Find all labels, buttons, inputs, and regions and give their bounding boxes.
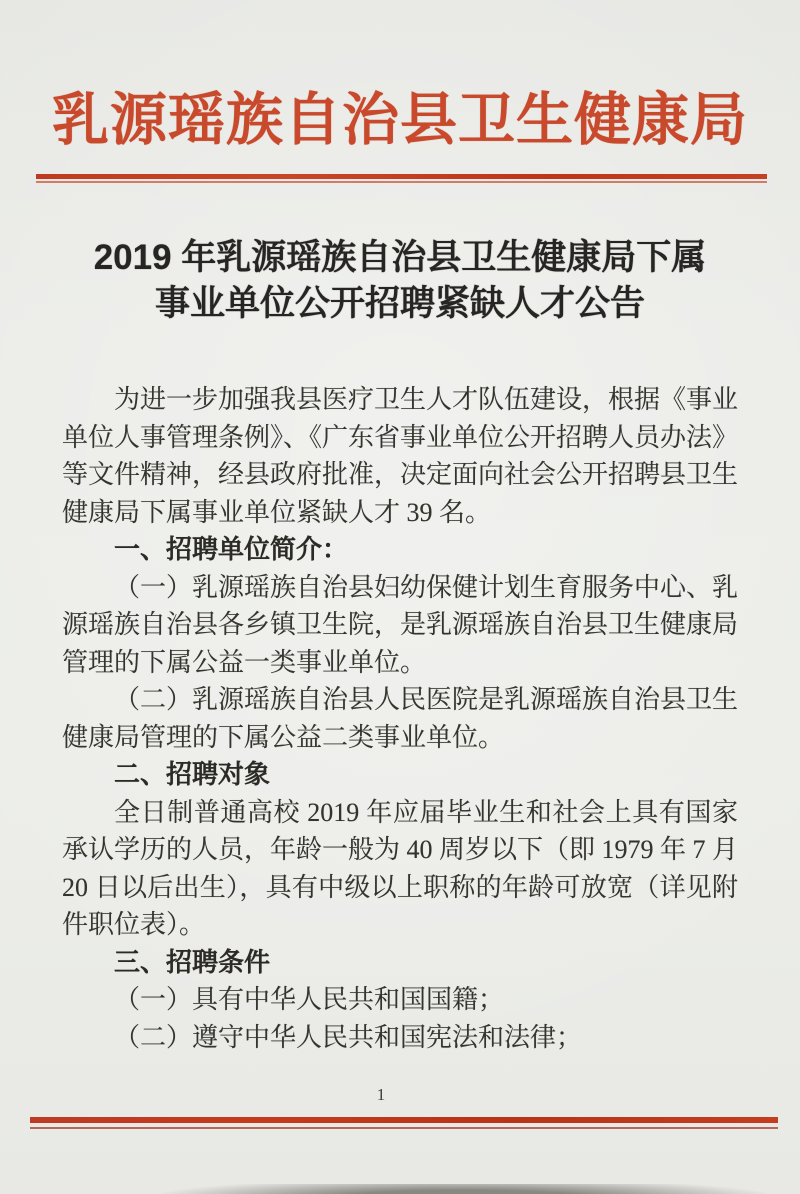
intro-paragraph: 为进一步加强我县医疗卫生人才队伍建设，根据《事业单位人事管理条例》、《广东省事业单位公开招聘人员办法》等文件精神，经县政府批准，决定面向社会公开招聘县卫生健康局下属事业单位紧缺人才 39 名。 bbox=[62, 385, 739, 527]
section-heading-1: 一、招聘单位简介： bbox=[114, 534, 349, 564]
next-page-rule-thin bbox=[30, 1127, 778, 1129]
letterhead-rule-thin bbox=[36, 181, 767, 183]
announcement-title-line2: 事业单位公开招聘紧缺人才公告 bbox=[154, 284, 645, 323]
letterhead-divider bbox=[36, 174, 767, 183]
section1-item2-paragraph: （二）乳源瑶族自治县人民医院是乳源瑶族自治县卫生健康局管理的下属公益二类事业单位。 bbox=[62, 685, 739, 752]
section3-item1-paragraph: （一）具有中华人民共和国国籍； bbox=[114, 985, 505, 1014]
next-page-rule-thick bbox=[30, 1117, 778, 1123]
announcement-title bbox=[0, 235, 800, 327]
section2-paragraph: 全日制普通高校 2019 年应届毕业生和社会上具有国家承认学历的人员，年龄一般为 40 周岁以下（即 1979 年 7 月 20 日以后出生），具有中级以上职称的年龄可放宽（详见附件职位表）。 bbox=[62, 797, 739, 939]
announcement-title-line1: 2019 年乳源瑶族自治县卫生健康局下属 bbox=[93, 238, 707, 277]
page-edge-shadow bbox=[0, 1184, 800, 1194]
section-heading-2: 二、招聘对象 bbox=[114, 759, 271, 789]
letterhead-title: 乳源瑶族自治县卫生健康局 bbox=[52, 89, 748, 152]
section3-item2-paragraph: （二）遵守中华人民共和国宪法和法律； bbox=[114, 1022, 583, 1052]
section1-item1-paragraph: （一）乳源瑶族自治县妇幼保健计划生育服务中心、乳源瑶族自治县各乡镇卫生院，是乳源瑶族自治县卫生健康局管理的下属公益一类事业单位。 bbox=[62, 572, 739, 677]
page-number: 1 bbox=[376, 1085, 386, 1104]
section-heading-3: 三、招聘条件 bbox=[114, 946, 271, 977]
letterhead-rule-thick bbox=[36, 174, 767, 179]
document-body bbox=[62, 381, 738, 1056]
